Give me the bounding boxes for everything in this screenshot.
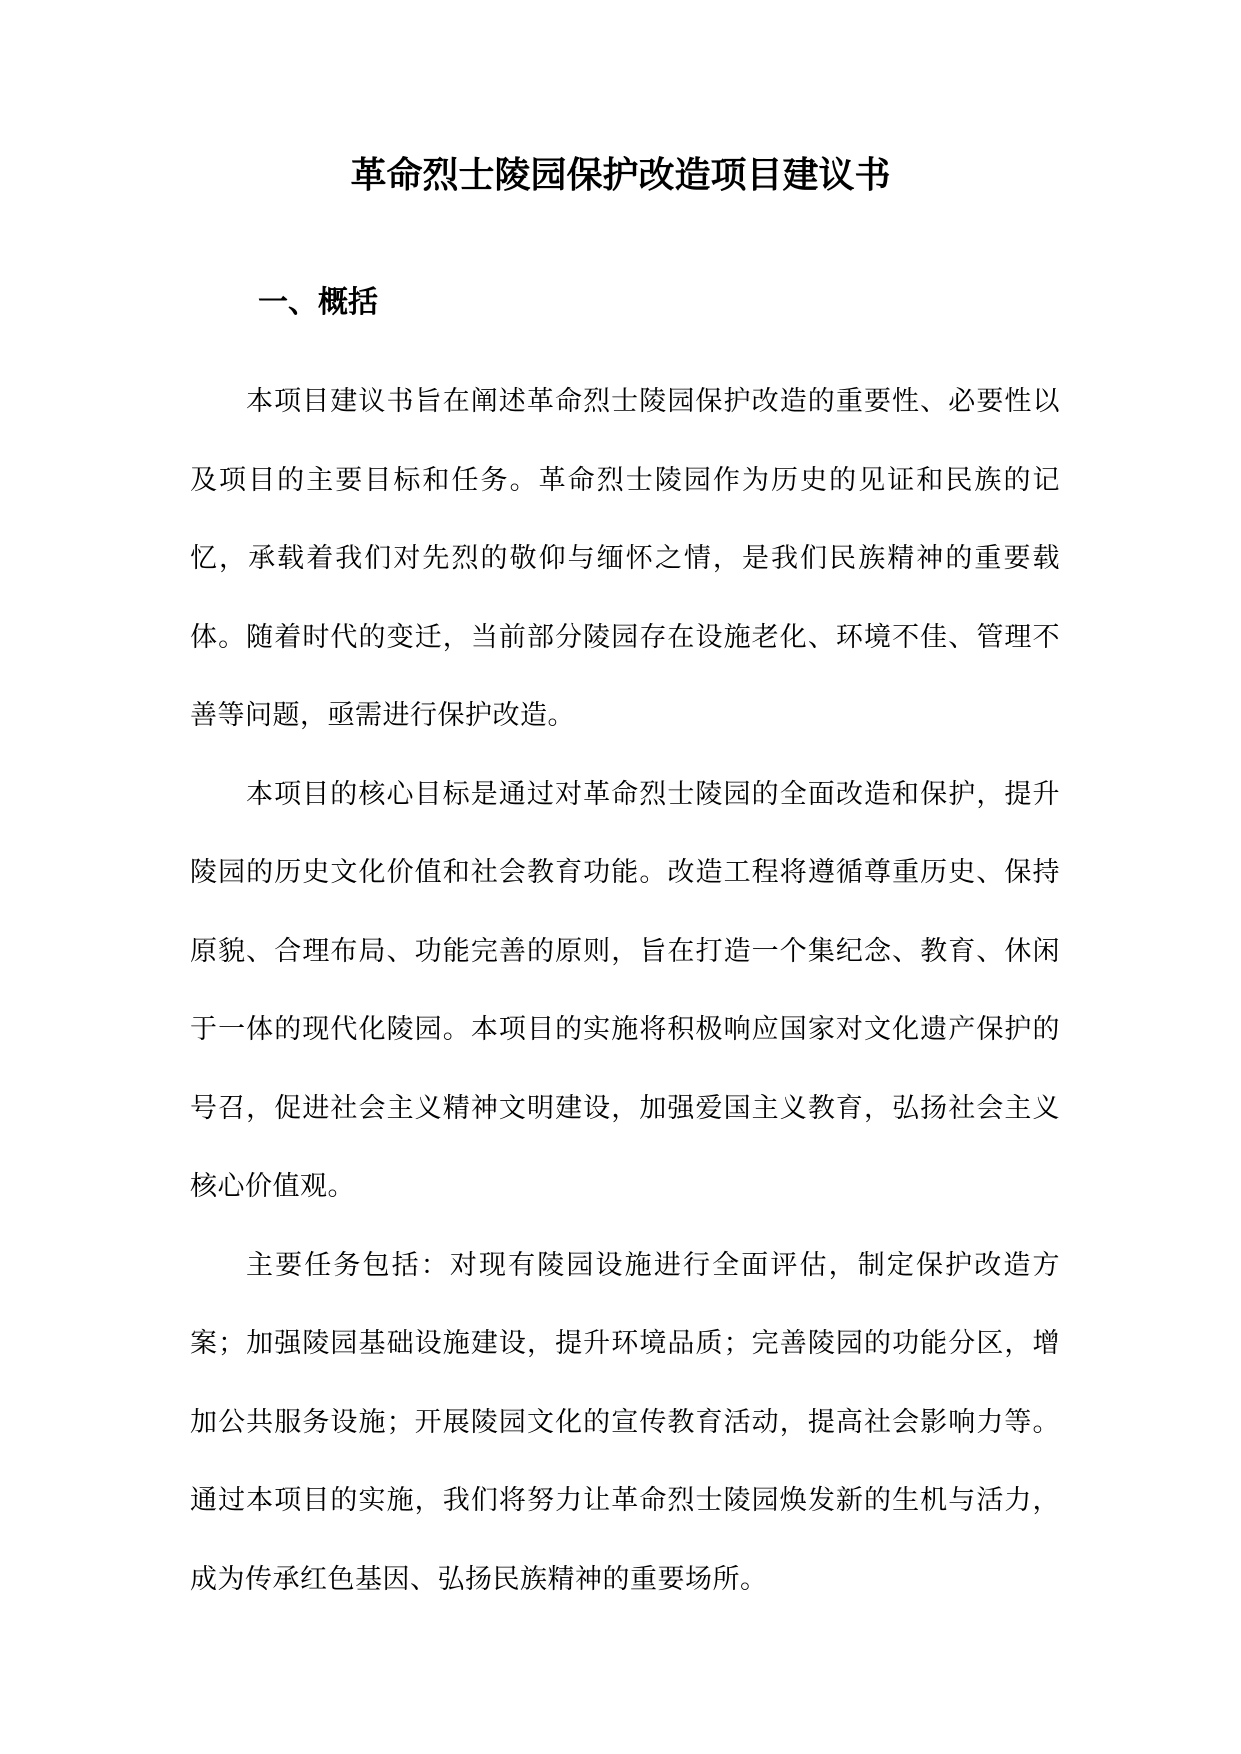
section-heading: 一、概括 (258, 285, 378, 320)
document-title: 革命烈士陵园保护改造项目建议书 (350, 154, 891, 196)
paragraph: 本项目建议书旨在阐述革命烈士陵园保护改造的重要性、必要性以及项目的主要目标和任务。革命烈士陵园作为历史的见证和民族的记忆，承载着我们对先烈的敬仰与缅怀之情，是我们民族精神的重要载体。随着时代的变迁，当前部分陵园存在设施老化、环境不佳、管理不善等问题，亟需进行保护改造。 (190, 386, 1060, 731)
paragraph: 本项目的核心目标是通过对革命烈士陵园的全面改造和保护，提升陵园的历史文化价值和社会教育功能。改造工程将遵循尊重历史、保持原貌、合理布局、功能完善的原则，旨在打造一个集纪念、教育、休闲于一体的现代化陵园。本项目的实施将积极响应国家对文化遗产保护的号召，促进社会主义精神文明建设，加强爱国主义教育，弘扬社会主义核心价值观。 (190, 778, 1060, 1202)
body-text (190, 363, 1060, 1619)
paragraph: 主要任务包括：对现有陵园设施进行全面评估，制定保护改造方案；加强陵园基础设施建设，提升环境品质；完善陵园的功能分区，增加公共服务设施；开展陵园文化的宣传教育活动，提高社会影响力等。通过本项目的实施，我们将努力让革命烈士陵园焕发新的生机与活力，成为传承红色基因、弘扬民族精神的重要场所。 (190, 1249, 1060, 1595)
